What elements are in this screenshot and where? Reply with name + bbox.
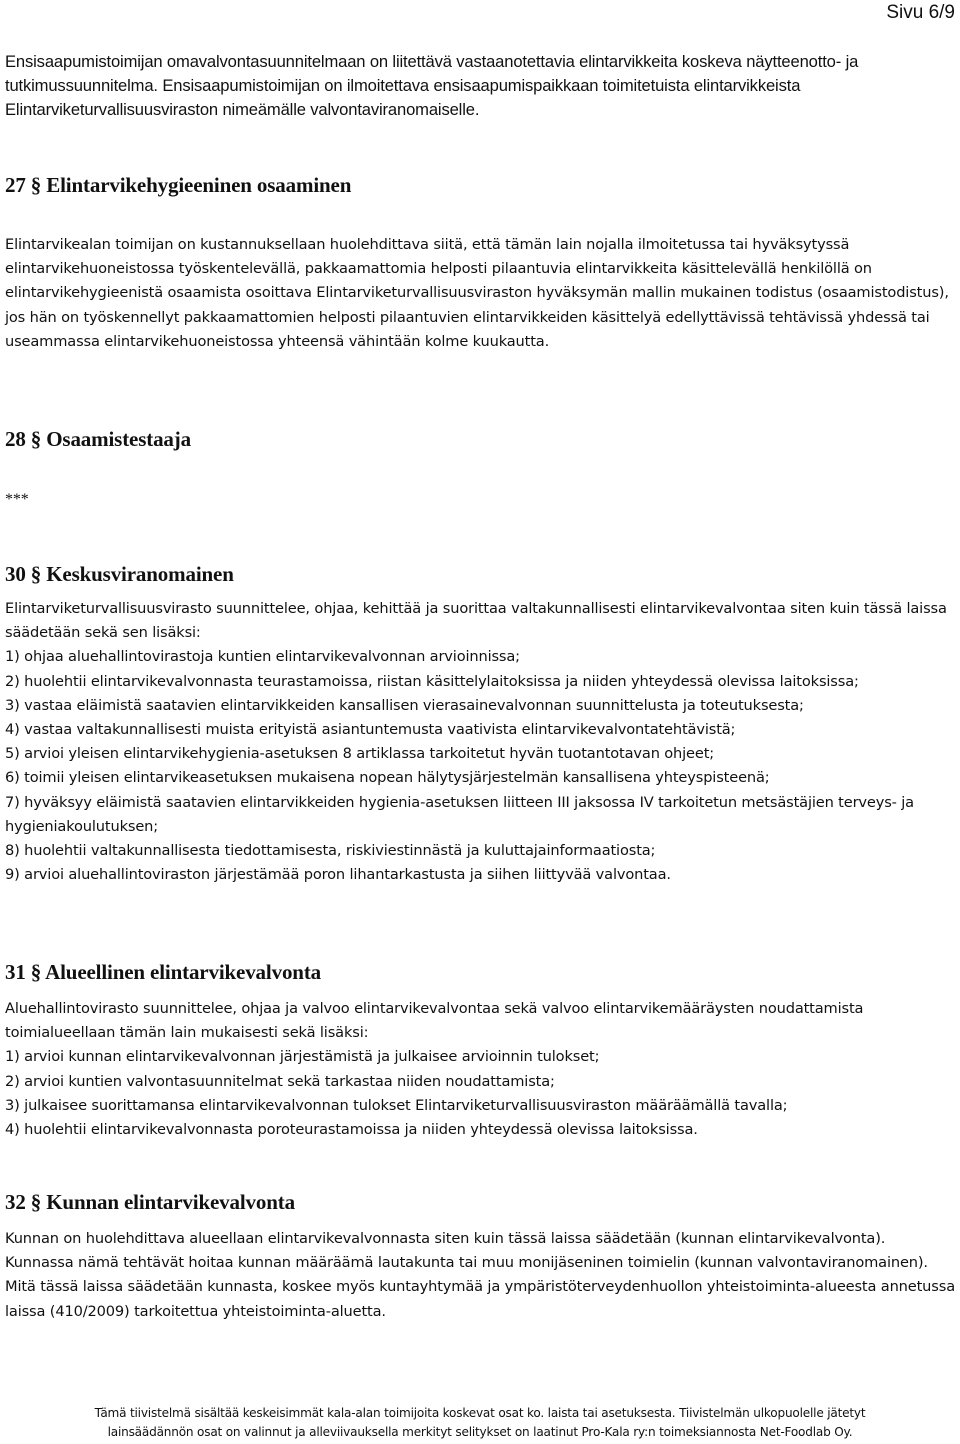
- intro-paragraph: Ensisaapumistoimijan omavalvontasuunnitelmaan on liitettävä vastaanotettavia elintarvikkeita koskeva näytteenotto- ja tutkimussuunnitelma. Ensisaapumistoimijan on ilmoitettava ensisaapumispaikkaan toimitetuista elintarvikkeista Elintarviketurvallisuusviraston nimeämälle valvontaviranomaiselle.: [5, 52, 859, 119]
- section-30-item: 1) ohjaa aluehallintovirastoja kuntien elintarvikevalvonnan arvioinnissa;: [5, 648, 520, 666]
- section-28-heading: 28 § Osaamistestaaja: [5, 427, 191, 451]
- section-30-item: 7) hyväksyy eläimistä saatavien elintarvikkeiden hygienia-asetuksen liitteen III jaksossa IV tarkoitetun metsästäjien terveys- ja hygieniakoulutuksen;: [5, 793, 914, 835]
- page-number: Sivu 6/9: [886, 2, 955, 23]
- section-30-item: 9) arvioi aluehallintoviraston järjestämää poron lihantarkastusta ja siihen liittyvää valvontaa.: [5, 866, 671, 884]
- section-31-item: 3) julkaisee suorittamansa elintarvikevalvonnan tulokset Elintarviketurvallisuusviraston määräämällä tavalla;: [5, 1096, 788, 1114]
- section-31-heading: 31 § Alueellinen elintarvikevalvonta: [5, 960, 322, 984]
- section-30-intro: Elintarviketurvallisuusvirasto suunnittelee, ohjaa, kehittää ja suorittaa valtakunnallisesti elintarvikevalvontaa siten kuin tässä laissa säädetään sekä sen lisäksi:: [5, 600, 947, 642]
- section-32-paragraph: Kunnan on huolehdittava alueellaan elintarvikevalvonnasta siten kuin tässä laissa säädetään (kunnan elintarvikevalvonta). Kunnassa nämä tehtävät hoitaa kunnan määräämä lautakunta tai muu monijäseninen toimielin (kunnan valvontaviranomainen). Mitä tässä laissa säädetään kunnasta, koskee myös kuntayhtymää ja ympäristöterveydenhuollon yhteistoiminta-alueesta annetussa laissa (410/2009) tarkoitettua yhteistoiminta-aluetta.: [5, 1230, 955, 1320]
- section-31-intro: Aluehallintovirasto suunnittelee, ohjaa ja valvoo elintarvikevalvontaa sekä valvoo elintarvikemääräysten noudattamista toimialueellaan tämän lain mukaisesti sekä lisäksi:: [5, 1000, 864, 1042]
- footer-line: lainsäädännön osat on valinnut ja alleviivauksella merkityt selitykset on laatinut Pro-Kala ry:n toimeksiannosta Net-Foodlab Oy.: [107, 1425, 853, 1439]
- section-30-item: 6) toimii yleisen elintarvikeasetuksen mukaisena nopean hälytysjärjestelmän kansallisena yhteyspisteenä;: [5, 769, 770, 787]
- section-30-item: 2) huolehtii elintarvikevalvonnasta teurastamoissa, riistan käsittelylaitoksissa ja niiden yhteydessä olevissa laitoksissa;: [5, 672, 859, 690]
- footer-line: Tämä tiivistelmä sisältää keskeisimmät kala-alan toimijoita koskevat osat ko. laista tai asetuksesta. Tiivistelmän ulkopuolelle jätetyt: [94, 1406, 866, 1420]
- section-30-item: 4) vastaa valtakunnallisesti muista erityistä asiantuntemusta vaativista elintarvikevalvontatehtävistä;: [5, 721, 736, 739]
- section-27-paragraph: Elintarvikealan toimijan on kustannuksellaan huolehdittava siitä, että tämän lain nojalla ilmoitetussa tai hyväksytyssä elintarvikehuoneistossa työskentelevällä, pakkaamattomia helposti pilaantuvia elintarvikkeita käsittelevällä henkilöllä on elintarvikehygieenistä osaamista osoittava Elintarviketurvallisuusviraston hyväksymän mallin mukainen todistus (osaamistodistus), jos hän on työskennellyt pakkaamattomien helposti pilaantuvien elintarvikkeiden käsittelyä edellyttävissä tehtävissä yhdessä tai useammassa elintarvikehuoneistossa yhteensä vähintään kolme kuukautta.: [5, 236, 949, 350]
- section-32-heading: 32 § Kunnan elintarvikevalvonta: [5, 1190, 295, 1214]
- section-30-heading: 30 § Keskusviranomainen: [5, 562, 234, 586]
- section-31-item: 4) huolehtii elintarvikevalvonnasta poroteurastamoissa ja niiden yhteydessä olevissa laitoksissa.: [5, 1121, 698, 1139]
- section-30-item: 3) vastaa eläimistä saatavien elintarvikkeiden kansallisen vierasainevalvonnan suunnittelusta ja toteutuksesta;: [5, 696, 804, 714]
- omission-marker: ***: [5, 491, 29, 508]
- section-30-item: 8) huolehtii valtakunnallisesta tiedottamisesta, riskiviestinnästä ja kuluttajainformaatiosta;: [5, 842, 656, 860]
- page-footer: [0, 1404, 960, 1442]
- section-27-body: [5, 233, 955, 354]
- section-32-body: [5, 1227, 955, 1324]
- section-31-item: 1) arvioi kunnan elintarvikevalvonnan järjestämistä ja julkaisee arvioinnin tulokset;: [5, 1048, 600, 1066]
- section-31-body: [5, 997, 955, 1142]
- section-27-heading: 27 § Elintarvikehygieeninen osaaminen: [5, 173, 352, 197]
- section-31-item: 2) arvioi kuntien valvontasuunnitelmat sekä tarkastaa niiden noudattamista;: [5, 1072, 555, 1090]
- section-30-item: 5) arvioi yleisen elintarvikehygienia-asetuksen 8 artiklassa tarkoitetut hyvän tuotantotavan ohjeet;: [5, 745, 715, 763]
- section-30-body: [5, 597, 955, 887]
